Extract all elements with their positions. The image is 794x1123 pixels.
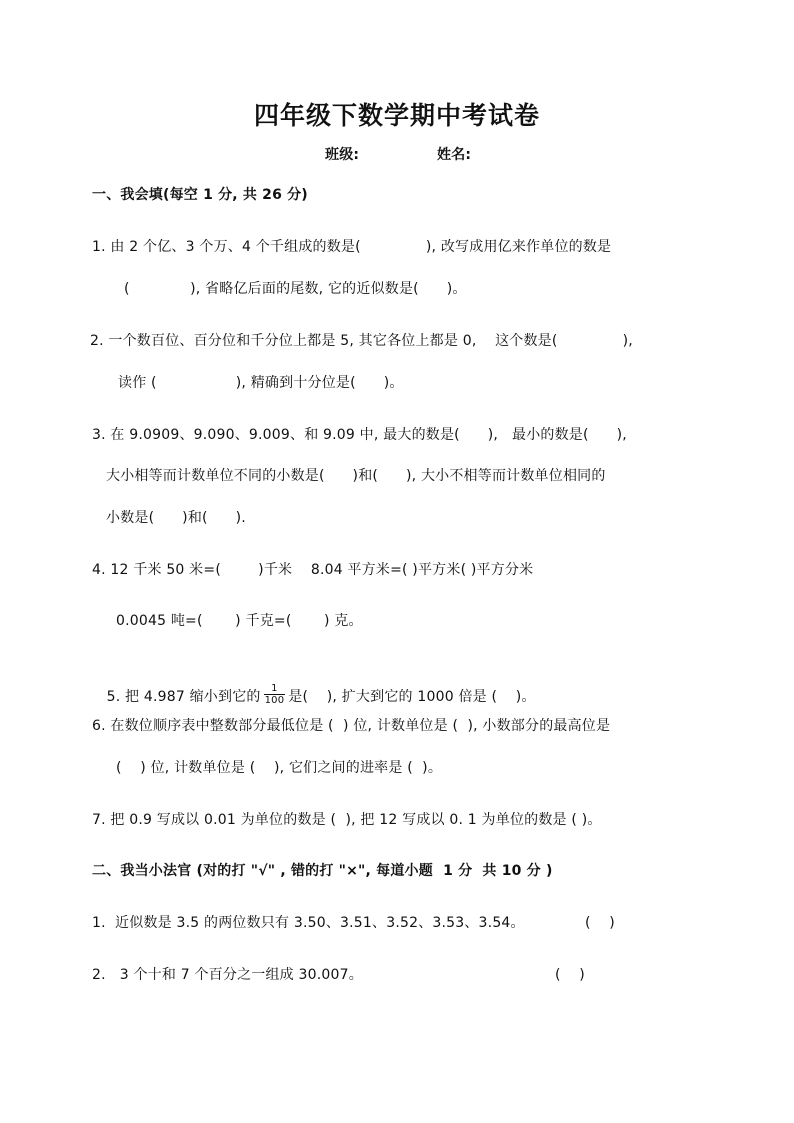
section1-heading: 一、我会填(每空 1 分, 共 26 分) [92, 187, 308, 203]
q1-line2: ( ), 省略亿后面的尾数, 它的近似数是( )。 [124, 281, 467, 297]
q2-line2: 读作 ( ), 精确到十分位是( )。 [118, 375, 404, 391]
fraction-denominator: 100 [264, 695, 285, 706]
q1-line1: 1. 由 2 个亿、3 个万、4 个千组成的数是( ), 改写成用亿来作单位的数是 [92, 239, 612, 255]
fraction-numerator: 1 [271, 683, 278, 694]
class-label: 班级: [325, 147, 360, 163]
q7-line1: 7. 把 0.9 写成以 0.01 为单位的数是 ( ), 把 12 写成以 0. 1 为单位的数是 ( )。 [92, 812, 602, 828]
q3-line3: 小数是( )和( ). [106, 510, 246, 526]
name-label: 姓名: [437, 147, 472, 163]
q5-text-after: 是( ), 扩大到它的 1000 倍是 ( )。 [288, 689, 536, 705]
q2-line1: 2. 一个数百位、百分位和千分位上都是 5, 其它各位上都是 0, 这个数是( ), [90, 333, 633, 349]
q3-line2: 大小相等而计数单位不同的小数是( )和( ), 大小不相等而计数单位相同的 [106, 468, 606, 484]
q4-line1: 4. 12 千米 50 米=( )千米 8.04 平方米=( )平方米( )平方分米 [92, 562, 534, 578]
q5-text-before: 5. 把 4.987 缩小到它的 [106, 689, 261, 705]
s2-q2-answer-bracket[interactable]: ( ) [555, 967, 585, 983]
q4-line2: 0.0045 吨=( ) 千克=( ) 克。 [116, 613, 363, 629]
s2-q2-text: 2. 3 个十和 7 个百分之一组成 30.007。 [92, 967, 363, 983]
s2-q1-answer-bracket[interactable]: ( ) [585, 915, 615, 931]
page-title: 四年级下数学期中考试卷 [253, 101, 540, 130]
q3-line1: 3. 在 9.0909、9.090、9.009、和 9.09 中, 最大的数是( ), 最小的数是( ), [92, 427, 627, 443]
q6-line2: ( ) 位, 计数单位是 ( ), 它们之间的进率是 ( )。 [116, 760, 443, 776]
section2-heading: 二、我当小法官 (对的打 "√" , 错的打 "×", 每道小题 1 分 共 10 分 ) [92, 863, 553, 879]
fraction-one-hundredth [264, 684, 286, 706]
s2-q1-text: 1. 近似数是 3.5 的两位数只有 3.50、3.51、3.52、3.53、3.54。 [92, 915, 525, 931]
q6-line1: 6. 在数位顺序表中整数部分最低位是 ( ) 位, 计数单位是 ( ), 小数部分的最高位是 [92, 718, 611, 734]
